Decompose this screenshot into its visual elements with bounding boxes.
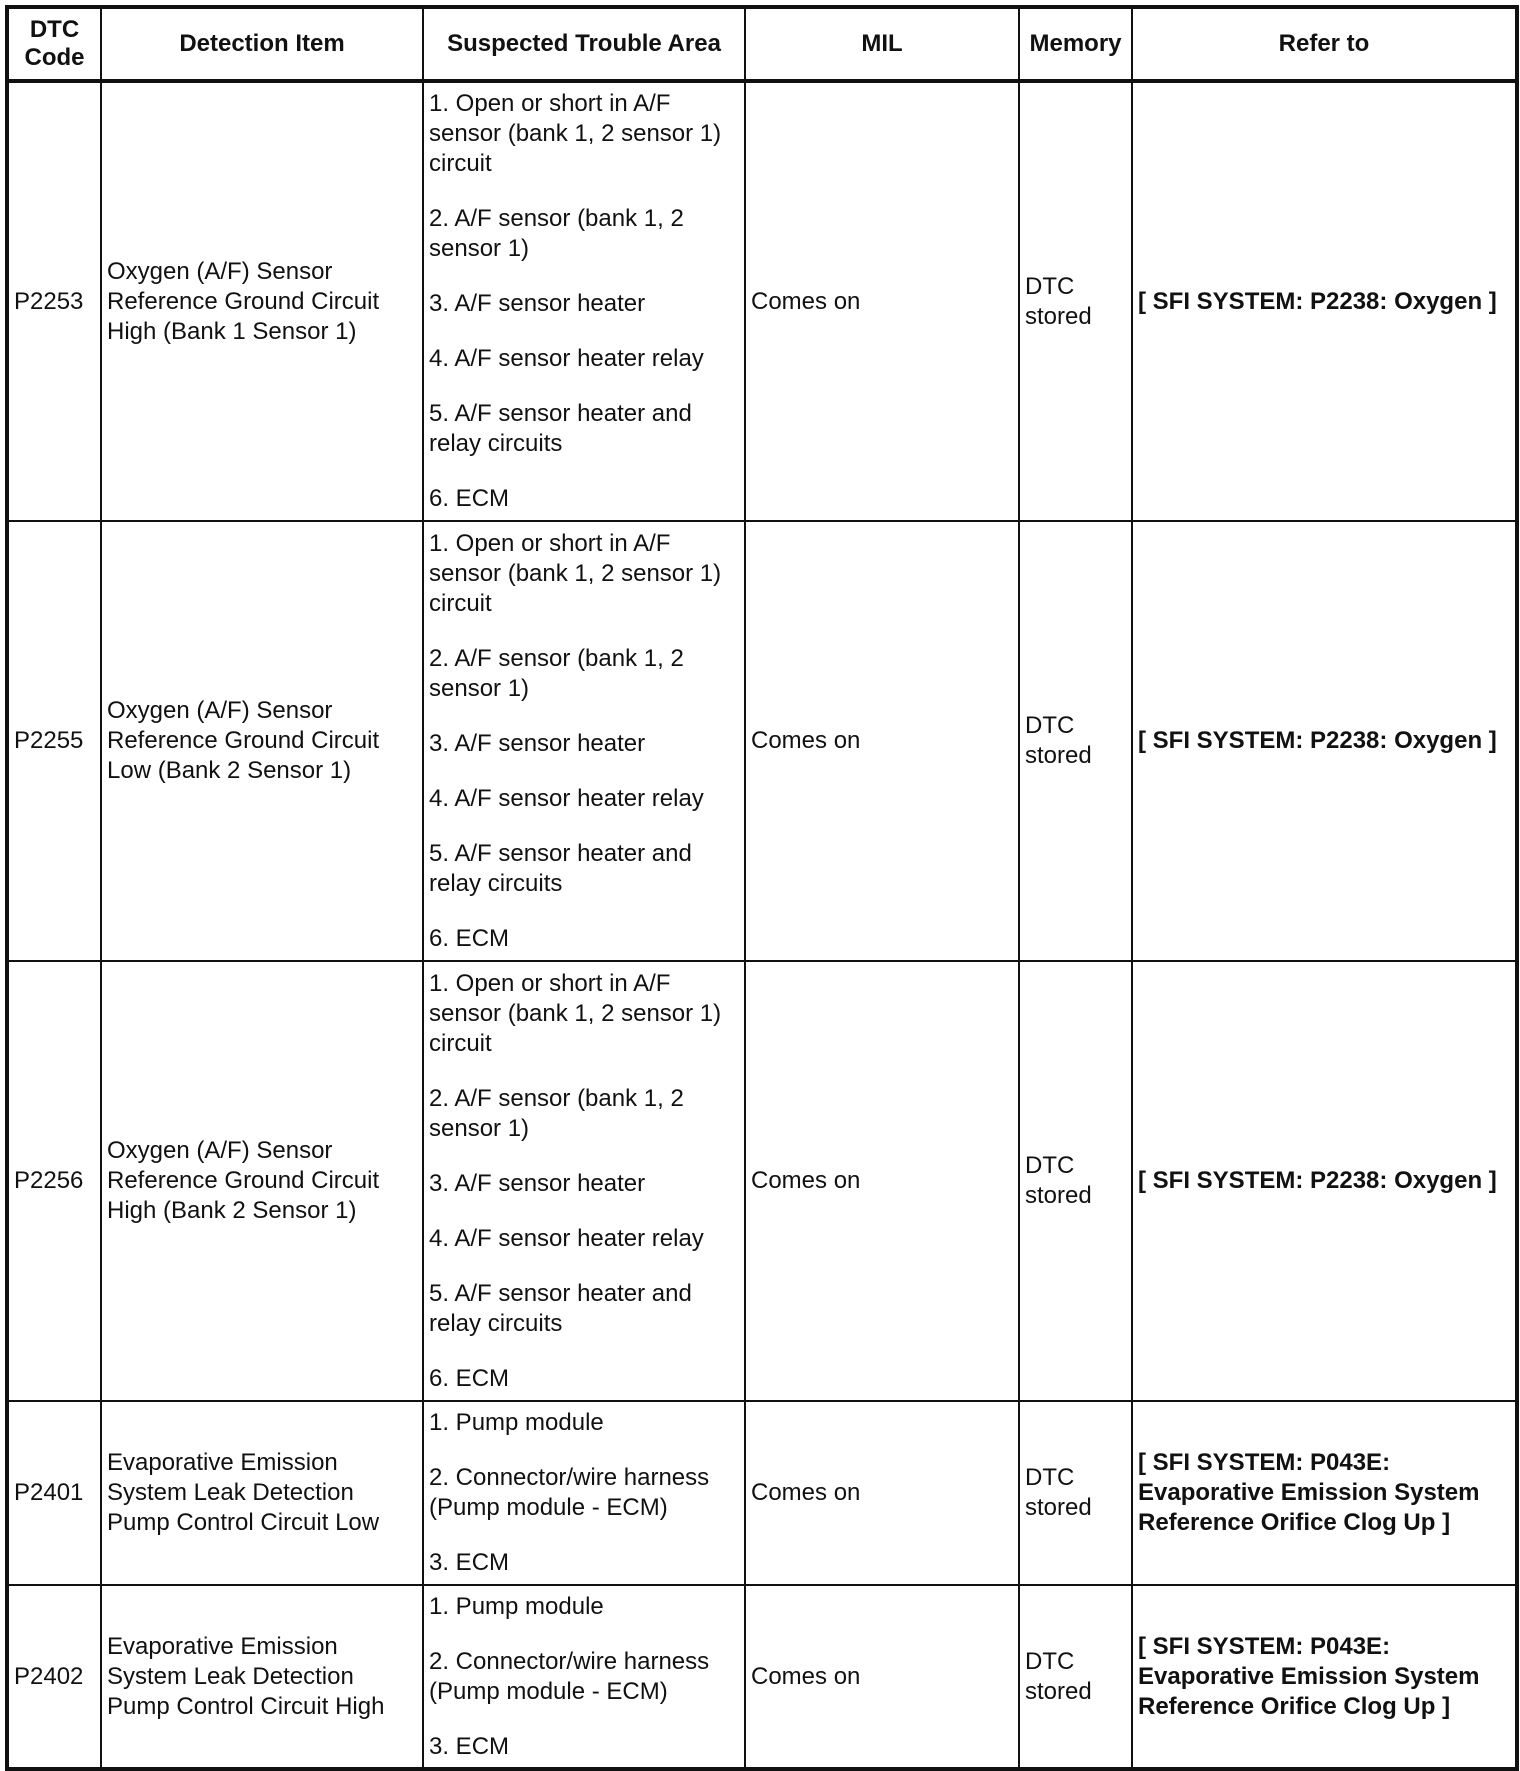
table-row bbox=[7, 81, 1517, 521]
trouble-list bbox=[429, 969, 739, 1394]
mil-cell: Comes on bbox=[745, 81, 1019, 521]
trouble-item: 3. A/F sensor heater bbox=[429, 729, 646, 757]
refer-to-link[interactable]: [ SFI SYSTEM: P2238: Oxygen ] bbox=[1132, 961, 1517, 1401]
suspected-trouble-area-cell bbox=[423, 1401, 745, 1585]
table-header-row bbox=[7, 7, 1517, 81]
memory-cell: DTC stored bbox=[1019, 961, 1132, 1401]
dtc-code-cell: P2253 bbox=[7, 81, 101, 521]
trouble-item: 1. Open or short in A/F sensor (bank 1, 2 sensor 1) circuit bbox=[429, 90, 722, 177]
trouble-item: 1. Pump module bbox=[429, 1592, 604, 1620]
dtc-code-cell: P2256 bbox=[7, 961, 101, 1401]
trouble-item: 1. Open or short in A/F sensor (bank 1, 2 sensor 1) circuit bbox=[429, 529, 722, 617]
memory-cell: DTC stored bbox=[1019, 1401, 1132, 1585]
trouble-item: 3. ECM bbox=[429, 1732, 510, 1760]
trouble-item: 2. A/F sensor (bank 1, 2 sensor 1) bbox=[429, 644, 684, 702]
trouble-item: 3. A/F sensor heater bbox=[429, 290, 646, 317]
detection-item-cell: Oxygen (A/F) Sensor Reference Ground Circuit High (Bank 2 Sensor 1) bbox=[101, 961, 423, 1401]
suspected-trouble-area-cell bbox=[423, 521, 745, 961]
header-detection-item: Detection Item bbox=[101, 7, 423, 81]
header-mil: MIL bbox=[745, 7, 1019, 81]
trouble-list bbox=[429, 1408, 739, 1578]
detection-item-cell: Oxygen (A/F) Sensor Reference Ground Circuit High (Bank 1 Sensor 1) bbox=[101, 81, 423, 521]
detection-item-cell: Oxygen (A/F) Sensor Reference Ground Circuit Low (Bank 2 Sensor 1) bbox=[101, 521, 423, 961]
refer-to-link[interactable]: [ SFI SYSTEM: P2238: Oxygen ] bbox=[1132, 81, 1517, 521]
table-row bbox=[7, 1401, 1517, 1585]
mil-cell: Comes on bbox=[745, 1401, 1019, 1585]
dtc-table bbox=[5, 5, 1519, 1771]
header-dtc-code: DTC Code bbox=[7, 7, 101, 81]
trouble-item: 5. A/F sensor heater and relay circuits bbox=[429, 1279, 692, 1337]
trouble-item: 6. ECM bbox=[429, 924, 510, 952]
refer-to-link[interactable]: [ SFI SYSTEM: P2238: Oxygen ] bbox=[1132, 521, 1517, 961]
dtc-code-cell: P2402 bbox=[7, 1585, 101, 1769]
table-row bbox=[7, 961, 1517, 1401]
header-memory: Memory bbox=[1019, 7, 1132, 81]
trouble-item: 2. A/F sensor (bank 1, 2 sensor 1) bbox=[429, 1084, 684, 1142]
trouble-list bbox=[429, 1592, 739, 1762]
refer-to-link[interactable]: [ SFI SYSTEM: P043E: Evaporative Emission System Reference Orifice Clog Up ] bbox=[1132, 1401, 1517, 1585]
trouble-item: 3. ECM bbox=[429, 1549, 510, 1576]
trouble-item: 6. ECM bbox=[429, 485, 510, 512]
memory-cell: DTC stored bbox=[1019, 521, 1132, 961]
mil-cell: Comes on bbox=[745, 521, 1019, 961]
suspected-trouble-area-cell bbox=[423, 81, 745, 521]
trouble-item: 4. A/F sensor heater relay bbox=[429, 345, 704, 372]
trouble-item: 4. A/F sensor heater relay bbox=[429, 1224, 704, 1252]
header-suspected-trouble-area: Suspected Trouble Area bbox=[423, 7, 745, 81]
dtc-code-cell: P2401 bbox=[7, 1401, 101, 1585]
trouble-item: 2. Connector/wire harness (Pump module - ECM) bbox=[429, 1647, 710, 1705]
trouble-list bbox=[429, 89, 739, 514]
detection-item-cell: Evaporative Emission System Leak Detection Pump Control Circuit High bbox=[101, 1585, 423, 1769]
table-row bbox=[7, 1585, 1517, 1769]
header-refer-to: Refer to bbox=[1132, 7, 1517, 81]
memory-cell: DTC stored bbox=[1019, 81, 1132, 521]
trouble-item: 4. A/F sensor heater relay bbox=[429, 784, 704, 812]
trouble-item: 1. Pump module bbox=[429, 1409, 604, 1436]
trouble-item: 2. Connector/wire harness (Pump module - ECM) bbox=[429, 1464, 710, 1521]
trouble-item: 1. Open or short in A/F sensor (bank 1, 2 sensor 1) circuit bbox=[429, 969, 722, 1057]
memory-cell: DTC stored bbox=[1019, 1585, 1132, 1769]
dtc-code-cell: P2255 bbox=[7, 521, 101, 961]
mil-cell: Comes on bbox=[745, 961, 1019, 1401]
trouble-item: 5. A/F sensor heater and relay circuits bbox=[429, 839, 692, 897]
trouble-item: 5. A/F sensor heater and relay circuits bbox=[429, 400, 692, 457]
trouble-item: 3. A/F sensor heater bbox=[429, 1169, 646, 1197]
table-row bbox=[7, 521, 1517, 961]
suspected-trouble-area-cell bbox=[423, 961, 745, 1401]
trouble-item: 6. ECM bbox=[429, 1364, 510, 1392]
refer-to-link[interactable]: [ SFI SYSTEM: P043E: Evaporative Emission System Reference Orifice Clog Up ] bbox=[1132, 1585, 1517, 1769]
suspected-trouble-area-cell bbox=[423, 1585, 745, 1769]
detection-item-cell: Evaporative Emission System Leak Detection Pump Control Circuit Low bbox=[101, 1401, 423, 1585]
mil-cell: Comes on bbox=[745, 1585, 1019, 1769]
trouble-list bbox=[429, 529, 739, 954]
trouble-item: 2. A/F sensor (bank 1, 2 sensor 1) bbox=[429, 205, 684, 262]
